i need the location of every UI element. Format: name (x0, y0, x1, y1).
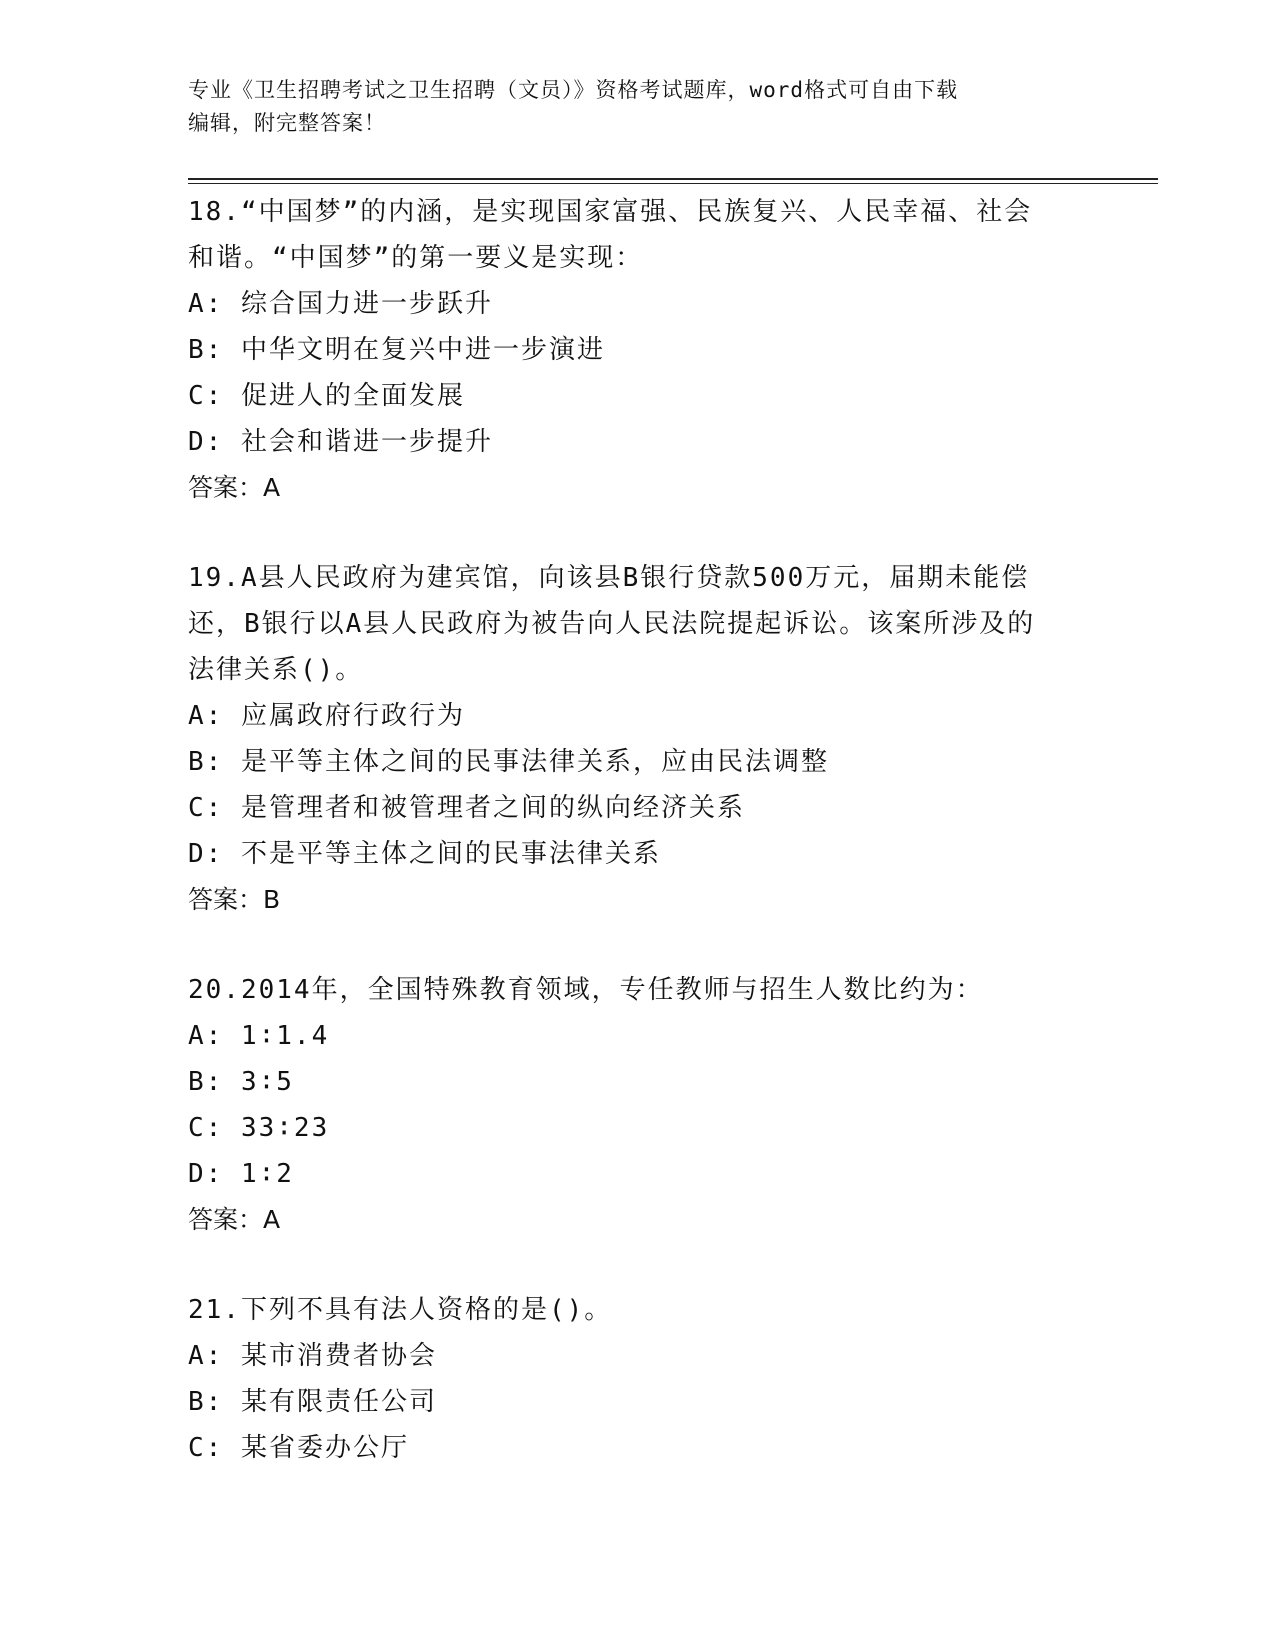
option-a: A: 综合国力进一步跃升 (188, 289, 493, 319)
question-stem-line: 20.2014年，全国特殊教育领域，专任教师与招生人数比约为： (188, 975, 984, 1005)
question-stem-line: 18.“中国梦”的内涵，是实现国家富强、民族复兴、人民幸福、社会 (188, 197, 1033, 227)
option-a: A: 某市消费者协会 (188, 1341, 437, 1371)
option-a: A: 应属政府行政行为 (188, 701, 465, 731)
option-c: C: 某省委办公厅 (188, 1433, 409, 1463)
question-stem-line: 21.下列不具有法人资格的是()。 (188, 1295, 613, 1325)
answer-label: 答案：A (188, 473, 281, 502)
option-a: A: 1∶1.4 (188, 1021, 330, 1051)
question-stem-line: 还，B银行以A县人民政府为被告向人民法院提起诉讼。该案所涉及的 (188, 609, 1036, 639)
question-spacer (188, 923, 1148, 967)
option-d: D: 不是平等主体之间的民事法律关系 (188, 839, 661, 869)
header-line-2: 编辑，附完整答案！ (188, 111, 386, 135)
question-18 (188, 189, 1148, 511)
answer-label: 答案：A (188, 1205, 281, 1234)
option-d: D: 社会和谐进一步提升 (188, 427, 493, 457)
question-20 (188, 967, 1148, 1243)
option-d: D: 1∶2 (188, 1159, 294, 1189)
option-b: B: 是平等主体之间的民事法律关系，应由民法调整 (188, 747, 829, 777)
header-rule-thin (188, 183, 1158, 184)
document-header (188, 74, 1088, 140)
option-b: B: 某有限责任公司 (188, 1387, 437, 1417)
question-stem-line: 19.A县人民政府为建宾馆，向该县B银行贷款500万元，届期未能偿 (188, 563, 1030, 593)
question-list (188, 189, 1148, 1471)
question-stem-line: 法律关系()。 (188, 655, 364, 685)
question-19 (188, 555, 1148, 923)
option-c: C: 33∶23 (188, 1113, 330, 1143)
option-c: C: 促进人的全面发展 (188, 381, 465, 411)
question-spacer (188, 1243, 1148, 1287)
question-stem-line: 和谐。“中国梦”的第一要义是实现： (188, 243, 644, 273)
answer-label: 答案：B (188, 885, 281, 914)
question-spacer (188, 511, 1148, 555)
option-b: B: 3∶5 (188, 1067, 294, 1097)
header-rule-thick (188, 178, 1158, 180)
option-b: B: 中华文明在复兴中进一步演进 (188, 335, 605, 365)
question-21 (188, 1287, 1148, 1471)
option-c: C: 是管理者和被管理者之间的纵向经济关系 (188, 793, 745, 823)
header-line-1: 专业《卫生招聘考试之卫生招聘（文员）》资格考试题库，word格式可自由下载 (188, 78, 959, 102)
